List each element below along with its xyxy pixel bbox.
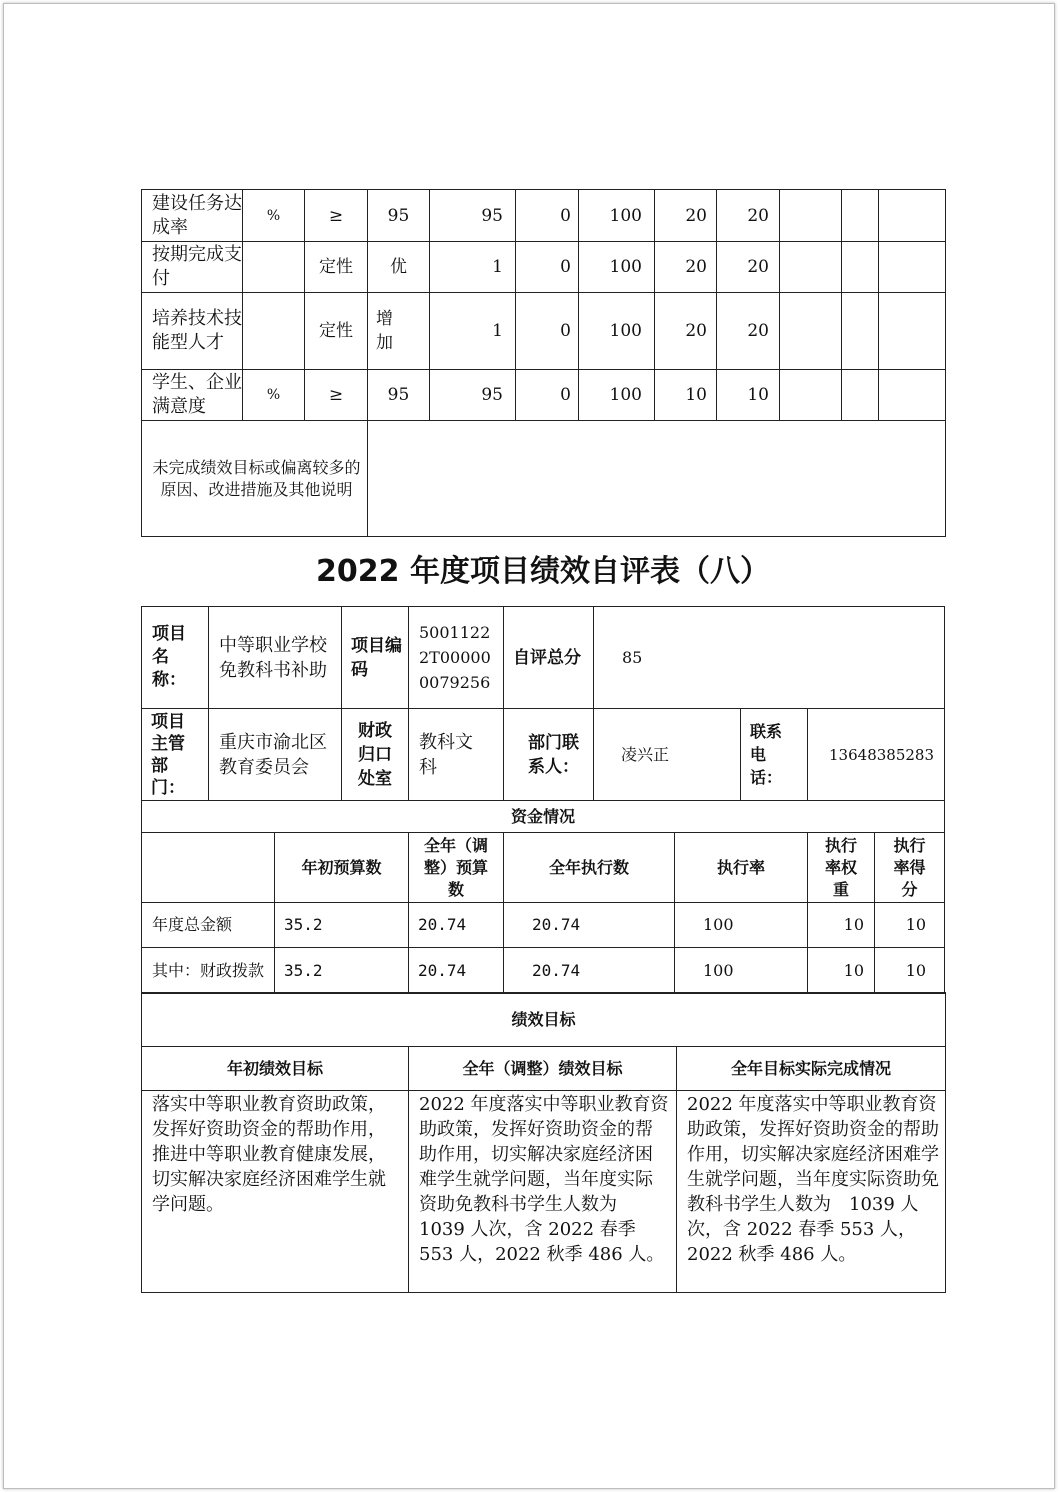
indicator-weight: 10 — [655, 370, 717, 421]
indicator-name: 学生、企业满意度 — [142, 370, 243, 421]
fund-initial: 35.2 — [275, 903, 409, 948]
indicator-score: 20 — [717, 190, 780, 242]
header-executed: 全年执行数 — [504, 833, 675, 903]
indicator-deviation: 0 — [516, 293, 579, 370]
fund-row-label: 年度总金额 — [142, 903, 275, 948]
fund-adjusted: 20.74 — [409, 948, 504, 994]
indicator-actual: 95 — [430, 370, 516, 421]
project-code: 50011222T000000079256 — [409, 607, 504, 709]
self-score-label: 自评总分 — [504, 607, 594, 709]
table-row — [142, 801, 945, 833]
fund-row-label: 其中：财政拨款 — [142, 948, 275, 994]
indicator-deviation: 0 — [516, 190, 579, 242]
indicator-actual: 1 — [430, 293, 516, 370]
indicator-unit — [243, 293, 305, 370]
empty-cell — [879, 293, 946, 370]
indicator-weight: 20 — [655, 242, 717, 293]
empty-cell — [879, 242, 946, 293]
project-name-label: 项目名称： — [142, 607, 209, 709]
empty-cell — [780, 293, 842, 370]
table-row — [142, 607, 945, 709]
header-rate-weight: 执行率权重 — [808, 833, 875, 903]
header-adjusted-goal: 全年（调整）绩效目标 — [409, 1047, 677, 1091]
fund-executed: 20.74 — [504, 903, 675, 948]
finance-office-label: 财政归口处室 — [342, 709, 409, 801]
empty-cell — [879, 190, 946, 242]
empty-cell — [780, 370, 842, 421]
header-initial-goal: 年初绩效目标 — [142, 1047, 409, 1091]
empty-cell — [842, 370, 879, 421]
header-rate-score: 执行率得分 — [875, 833, 945, 903]
fund-rate: 100 — [675, 903, 808, 948]
indicator-name: 按期完成支付 — [142, 242, 243, 293]
initial-goal-text: 落实中等职业教育资助政策，发挥好资助资金的帮助作用，推进中等职业教育健康发展，切实解决家庭经济困难学生就学问题。 — [142, 1091, 409, 1293]
indicator-completion: 100 — [579, 293, 655, 370]
indicator-target: 95 — [368, 190, 430, 242]
empty-cell — [842, 190, 879, 242]
indicator-operator: ≥ — [305, 370, 368, 421]
indicator-target: 增加 — [368, 293, 430, 370]
indicator-operator: 定性 — [305, 293, 368, 370]
contact-person-value: 凌兴正 — [594, 709, 741, 801]
empty-cell — [780, 190, 842, 242]
page-title: 2022 年度项目绩效自评表（八） — [316, 554, 770, 589]
table-row — [142, 293, 946, 370]
fund-weight: 10 — [808, 903, 875, 948]
department-value: 重庆市渝北区教育委员会 — [209, 709, 342, 801]
indicator-operator: 定性 — [305, 242, 368, 293]
indicator-score: 20 — [717, 242, 780, 293]
indicator-target: 95 — [368, 370, 430, 421]
header-initial-budget: 年初预算数 — [275, 833, 409, 903]
indicator-deviation: 0 — [516, 242, 579, 293]
indicator-target: 优 — [368, 242, 430, 293]
funds-table — [141, 800, 945, 994]
indicator-unit: % — [243, 190, 305, 242]
table-row — [142, 709, 945, 801]
indicator-weight: 20 — [655, 190, 717, 242]
table-row — [142, 993, 946, 1047]
unfinished-note-value — [368, 421, 946, 537]
indicator-unit: % — [243, 370, 305, 421]
department-label: 项目主管部门： — [142, 709, 209, 801]
table-row — [142, 903, 945, 948]
empty-cell — [879, 370, 946, 421]
table-row — [142, 1091, 946, 1293]
adjusted-goal-text: 2022 年度落实中等职业教育资助政策，发挥好资助资金的帮助作用，切实解决家庭经济困难学生就学问题，当年度实际资助免教科书学生人数为 1039 人次，含 2022 春季 553 人，2022 秋季 486 人。 — [409, 1091, 677, 1293]
funds-section-title: 资金情况 — [142, 801, 945, 833]
header-execution-rate: 执行率 — [675, 833, 808, 903]
fund-adjusted: 20.74 — [409, 903, 504, 948]
fund-score: 10 — [875, 948, 945, 994]
project-name: 中等职业学校免教科书补助 — [209, 607, 342, 709]
indicator-name: 建设任务达成率 — [142, 190, 243, 242]
table-row — [142, 833, 945, 903]
indicator-score: 20 — [717, 293, 780, 370]
project-info-table — [141, 606, 945, 801]
unfinished-note-label: 未完成绩效目标或偏离较多的原因、改进措施及其他说明 — [142, 421, 368, 537]
fund-weight: 10 — [808, 948, 875, 994]
header-adjusted-budget: 全年（调整）预算数 — [409, 833, 504, 903]
goals-section-title: 绩效目标 — [142, 993, 946, 1047]
phone-label: 联系电话： — [741, 709, 808, 801]
indicator-actual: 95 — [430, 190, 516, 242]
fund-rate: 100 — [675, 948, 808, 994]
indicator-deviation: 0 — [516, 370, 579, 421]
indicator-operator: ≥ — [305, 190, 368, 242]
indicator-name: 培养技术技能型人才 — [142, 293, 243, 370]
indicator-actual: 1 — [430, 242, 516, 293]
table-row — [142, 190, 946, 242]
actual-completion-text: 2022 年度落实中等职业教育资助政策，发挥好资助资金的帮助作用，切实解决家庭经济困难学生就学问题，当年度实际资助免教科书学生人数为 1039 人次，含 2022 春季 553 人，2022 秋季 486 人。 — [677, 1091, 946, 1293]
contact-person-label: 部门联系人： — [504, 709, 594, 801]
self-score-value: 85 — [594, 607, 945, 709]
header-actual-completion: 全年目标实际完成情况 — [677, 1047, 946, 1091]
table-row — [142, 421, 946, 537]
fund-initial: 35.2 — [275, 948, 409, 994]
fund-score: 10 — [875, 903, 945, 948]
indicator-weight: 20 — [655, 293, 717, 370]
fund-executed: 20.74 — [504, 948, 675, 994]
empty-cell — [780, 242, 842, 293]
empty-cell — [842, 242, 879, 293]
indicator-unit — [243, 242, 305, 293]
empty-cell — [142, 833, 275, 903]
performance-goals-table — [141, 992, 946, 1293]
table-row — [142, 370, 946, 421]
indicator-score: 10 — [717, 370, 780, 421]
indicator-completion: 100 — [579, 190, 655, 242]
phone-value: 13648385283 — [808, 709, 945, 801]
table-row — [142, 948, 945, 994]
project-code-label: 项目编码 — [342, 607, 409, 709]
table-row — [142, 1047, 946, 1091]
performance-indicator-table — [141, 189, 946, 537]
empty-cell — [842, 293, 879, 370]
finance-office-value: 教科文科 — [409, 709, 504, 801]
table-row — [142, 242, 946, 293]
indicator-completion: 100 — [579, 370, 655, 421]
indicator-completion: 100 — [579, 242, 655, 293]
